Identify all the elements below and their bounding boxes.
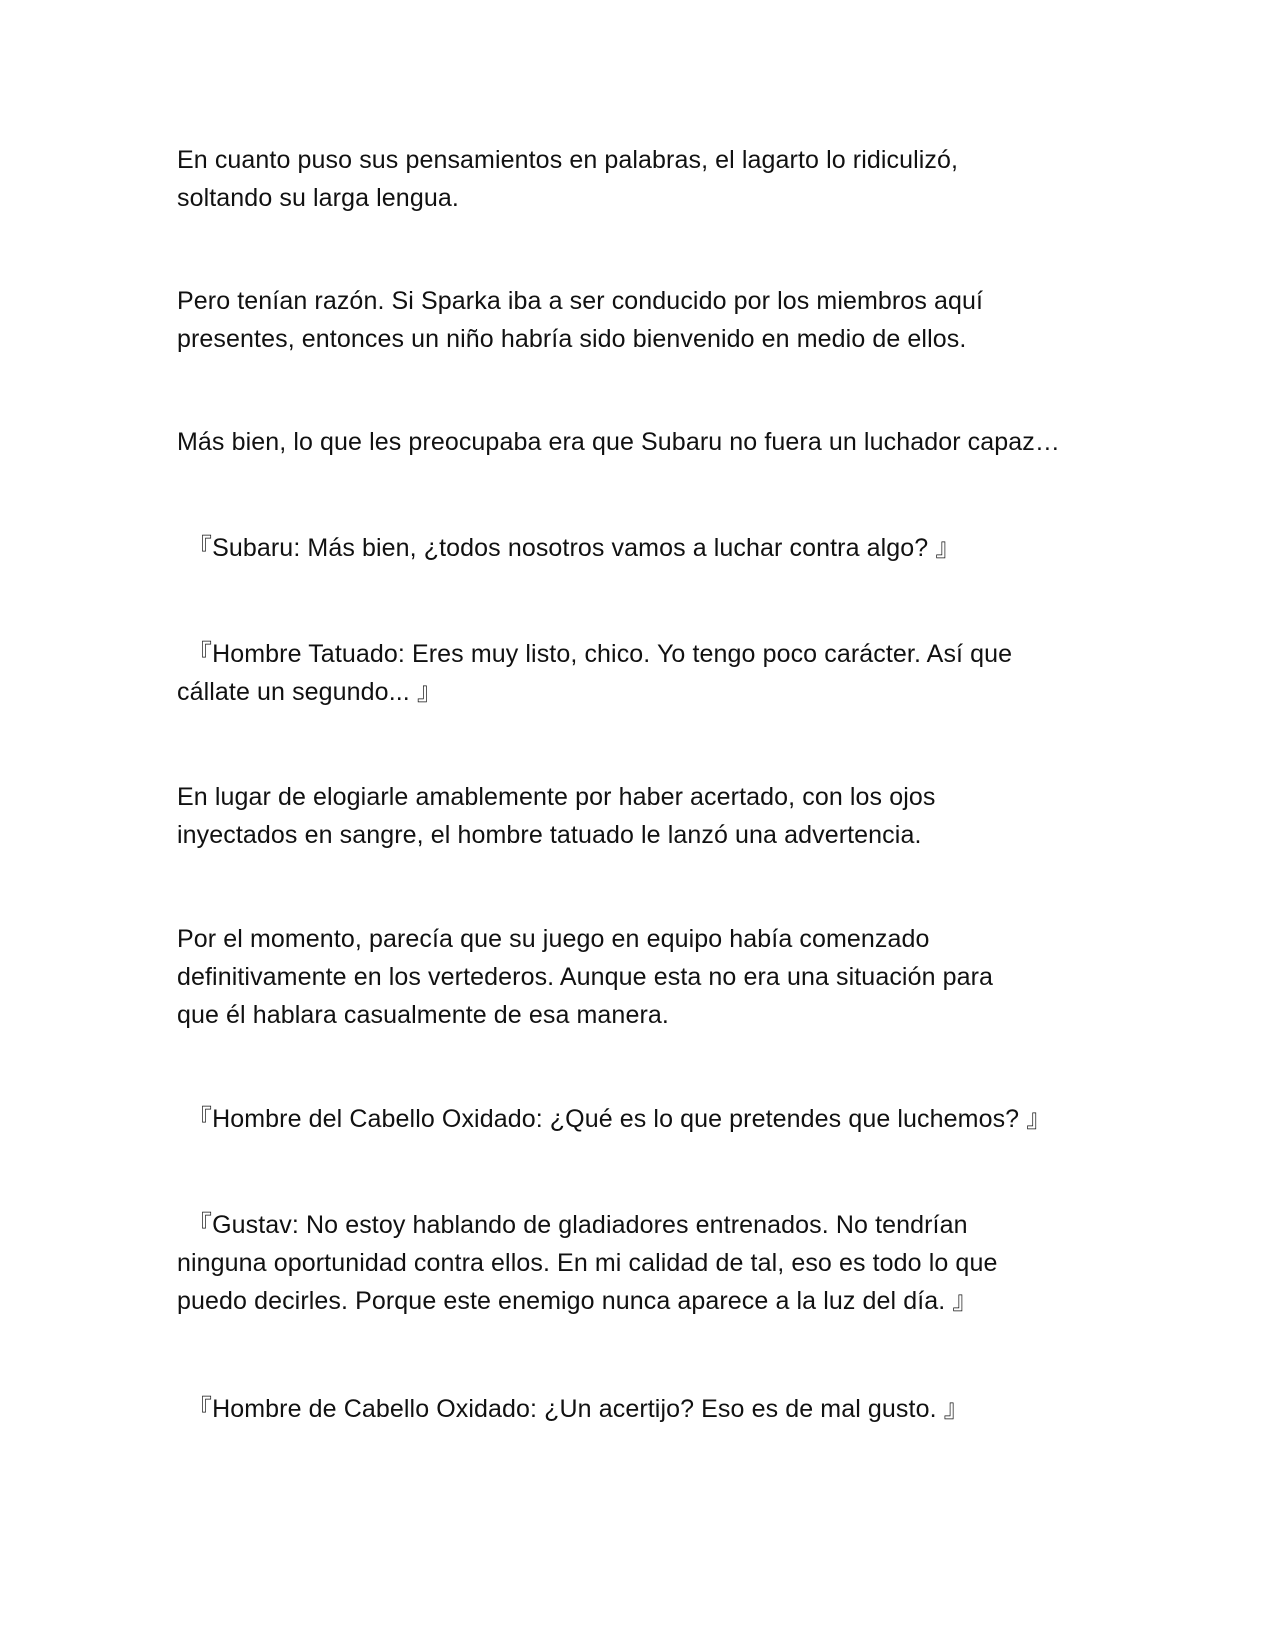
dialogue-line: 『Hombre Tatuado: Eres muy listo, chico. Yo tengo poco carácter. Así que cállate un segundo... 』: [177, 640, 1013, 706]
dialogue-line: 『Hombre de Cabello Oxidado: ¿Un acertijo? Eso es de mal gusto. 』: [187, 1395, 969, 1423]
paragraph: Pero tenían razón. Si Sparka iba a ser conducido por los miembros aquí presentes, entonces un niño habría sido bienvenido en medio de ellos.: [177, 287, 984, 353]
dialogue-line: 『Hombre del Cabello Oxidado: ¿Qué es lo que pretendes que luchemos? 』: [187, 1105, 1052, 1133]
dialogue-line: 『Subaru: Más bien, ¿todos nosotros vamos a luchar contra algo? 』: [187, 534, 961, 562]
paragraph: Más bien, lo que les preocupaba era que Subaru no fuera un luchador capaz…: [177, 428, 1060, 456]
paragraph: En lugar de elogiarle amablemente por haber acertado, con los ojos inyectados en sangre, el hombre tatuado le lanzó una advertencia.: [177, 783, 936, 849]
paragraph: En cuanto puso sus pensamientos en palabras, el lagarto lo ridiculizó, soltando su larga lengua.: [177, 146, 959, 212]
dialogue-line: 『Gustav: No estoy hablando de gladiadores entrenados. No tendrían ninguna oportunidad contra ellos. En mi calidad de tal, eso es todo lo que puedo decirles. Porque este enemigo nunca aparece a la luz del día. 』: [177, 1211, 998, 1315]
paragraph: Por el momento, parecía que su juego en equipo había comenzado definitivamente en los vertederos. Aunque esta no era una situación para que él hablara casualmente de esa manera.: [177, 925, 994, 1029]
